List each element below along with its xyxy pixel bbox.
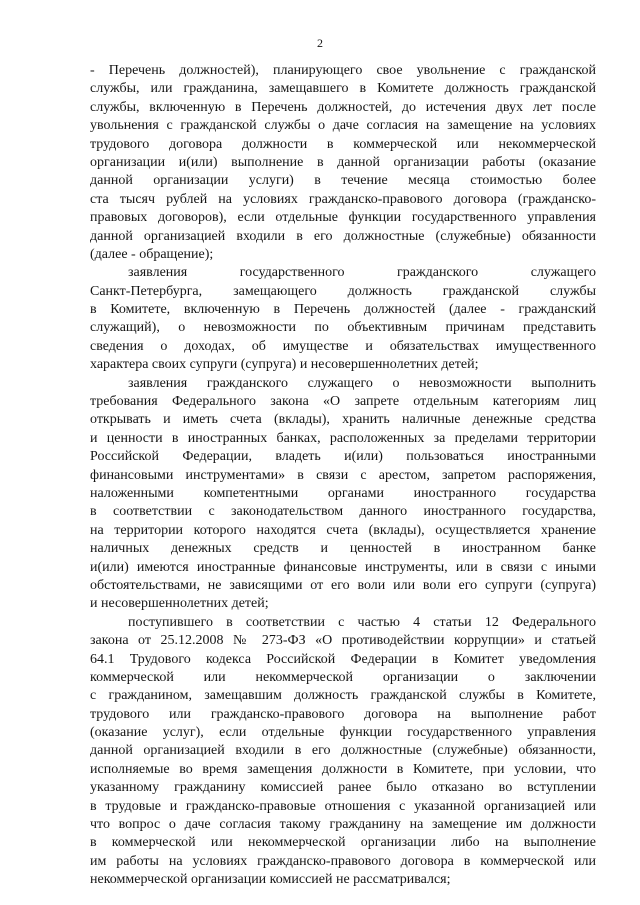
text-line: характера своих супруги (супруга) и несовершеннолетних детей; [90,357,479,373]
text-line: - Перечень должностей), планирующего свое увольнение с гражданской [90,63,596,78]
page-number: 2 [317,36,323,50]
text-line: данной организацией входили в его должностные (служебные) обязанности, [90,743,596,759]
text-line: данной организации услуги) в течение месяца стоимостью более [90,173,596,189]
text-line: и несовершеннолетних детей; [90,596,269,612]
text-line: требования Федерального закона «О запрете отдельным категориям лиц [90,394,596,410]
text-line: данной организацией входили в его должностные (служебные) обязанности [90,228,596,244]
text-line: службы, или гражданина, замещавшего в Комитете должность гражданской [90,81,596,97]
text-line: исполняемые во время замещения должности в Комитете, при условии, что [90,761,596,777]
text-line: в соответствии с законодательством данного иностранного государства, [90,504,596,520]
text-line: обстоятельствами, не зависящими от его воли или воли его супруги (супруга) [90,577,596,593]
text-line: некоммерческой организации комиссией не рассматривался; [90,872,451,888]
text-line: в коммерческой или некоммерческой организации либо на выполнение [90,835,596,851]
text-line: служащий), о невозможности по объективным причинам представить [90,320,596,336]
text-line: им работы на условиях гражданско-правового договора в коммерческой или [90,853,596,869]
text-line: и(или) имеются иностранные финансовые инструменты, или в связи с иными [90,559,596,575]
text-line: наложенными компетентными органами иностранного государства [90,485,596,501]
text-line: ста тысяч рублей на условиях гражданско-правового договора (гражданско- [90,191,596,207]
text-line: финансовыми инструментами» в связи с арестом, запретом распоряжения, [90,467,596,483]
text-line: с гражданином, замещавшим должность гражданской службы в Комитете, [90,688,596,704]
text-line: Российской Федерации, владеть и(или) пользоваться иностранными [90,449,596,465]
text-line: трудового или гражданско-правового договора на выполнение работ [90,706,596,722]
text-line: в Комитете, включенную в Перечень должностей (далее - гражданский [90,302,596,318]
text-line: увольнения с гражданской службы о даче согласия на замещение на условиях [90,118,596,134]
document-body [90,62,596,890]
text-line: открывать и иметь счета (вклады), хранить наличные денежные средства [90,412,596,428]
text-line: заявления государственного гражданского служащего [128,265,596,281]
text-line: 64.1 Трудового кодекса Российской Федерации в Комитет уведомления [90,651,596,667]
text-line: Санкт-Петербурга, замещающего должность гражданской службы [90,283,596,299]
text-line: на территории которого находятся счета (вклады), осуществляется хранение [90,522,596,538]
text-line: в трудовые и гражданско-правовые отношения с указанной организацией или [90,798,596,814]
paragraph [90,264,596,374]
text-line: организации и(или) выполнение в данной организации работы (оказание [90,154,596,170]
text-line: коммерческой или некоммерческой организации о заключении [90,669,596,685]
text-line: трудового договора должности в коммерческой или некоммерческой [90,136,596,152]
text-line: закона от 25.12.2008 № 273-ФЗ «О противодействии коррупции» и статьей [90,633,596,649]
text-line: наличных денежных средств и ценностей в иностранном банке [90,541,596,557]
text-line: заявления гражданского служащего о невозможности выполнить [128,375,596,391]
text-line: что вопрос о даче согласия такому гражданину на замещение им должности [90,817,596,833]
text-line: сведения о доходах, об имуществе и обязательствах имущественного [90,338,596,354]
paragraph [90,614,596,890]
text-line: (оказание услуг), если отдельные функции государственного управления [90,725,596,741]
text-line: и ценности в иностранных банках, расположенных за пределами территории [90,430,596,446]
text-line: указанному гражданину комиссией ранее было отказано во вступлении [90,780,596,796]
text-line: службы, включенную в Перечень должностей, до истечения двух лет после [90,99,596,115]
text-line: поступившего в соответствии с частью 4 статьи 12 Федерального [128,614,596,630]
text-line: правовых договоров), если отдельные функции государственного управления [90,210,596,226]
text-line: (далее - обращение); [90,246,214,262]
paragraph [90,375,596,614]
paragraph [90,62,596,264]
